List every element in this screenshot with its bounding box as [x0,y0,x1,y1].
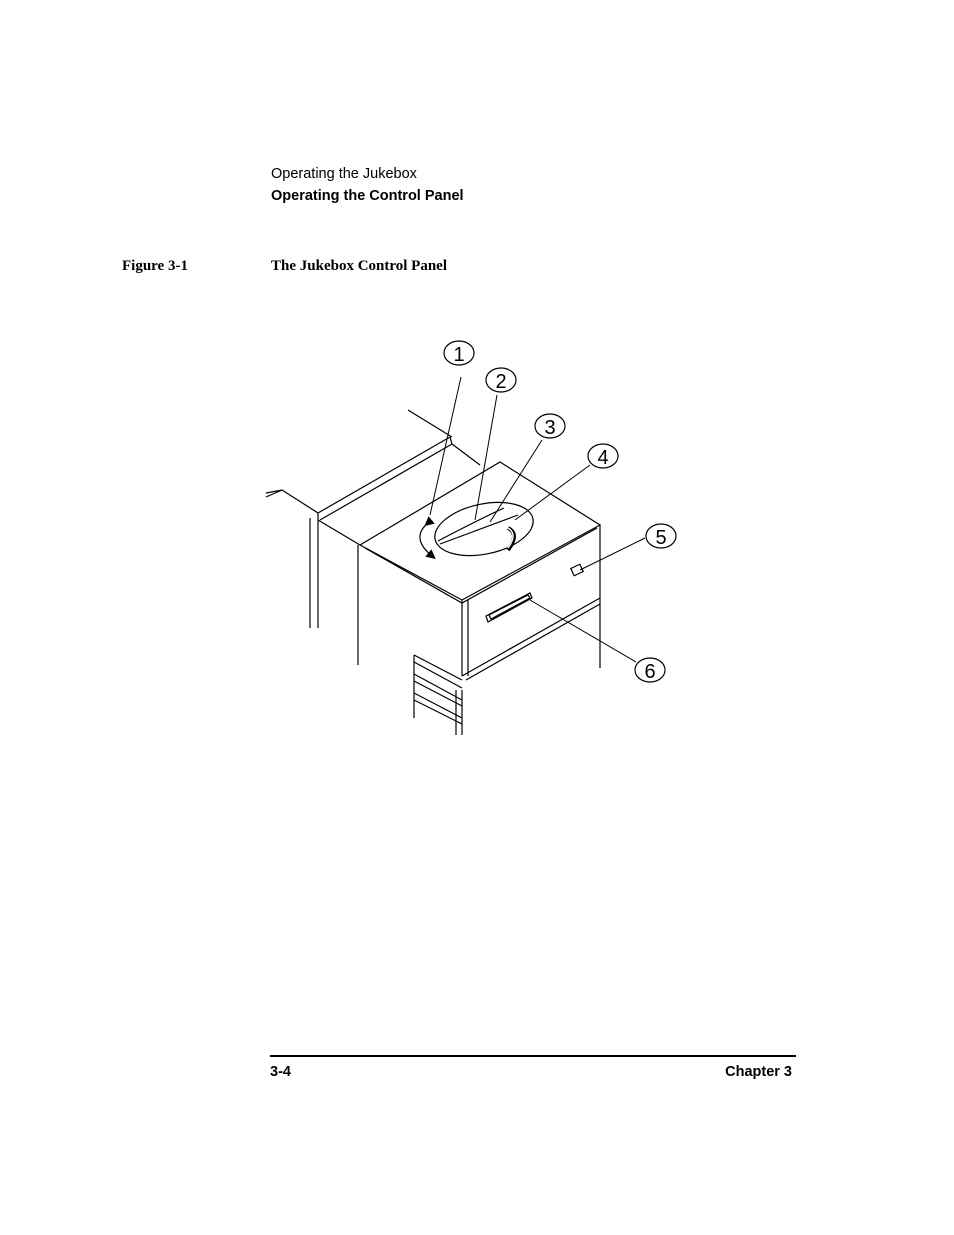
figure-title: The Jukebox Control Panel [271,258,447,274]
callout-label: 5 [655,527,667,549]
callout-5 [580,524,676,570]
callout-label: 2 [495,371,507,393]
callout-3 [490,414,565,522]
footer-rule [270,1055,796,1057]
running-header-chapter: Operating the Jukebox [271,166,417,182]
callout-6 [530,600,665,683]
callout-2 [475,368,516,520]
callout-label: 3 [544,417,556,439]
running-header-section: Operating the Control Panel [271,188,464,204]
callout-4 [515,444,618,520]
footer-chapter: Chapter 3 [725,1064,792,1080]
figure-number: Figure 3-1 [122,258,188,274]
callout-label: 6 [644,661,656,683]
jukebox-line-drawing [266,410,600,735]
jukebox-control-panel-illustration [250,330,690,750]
callout-label: 1 [453,344,465,366]
callout-label: 4 [597,447,609,469]
page-number: 3-4 [270,1064,291,1080]
